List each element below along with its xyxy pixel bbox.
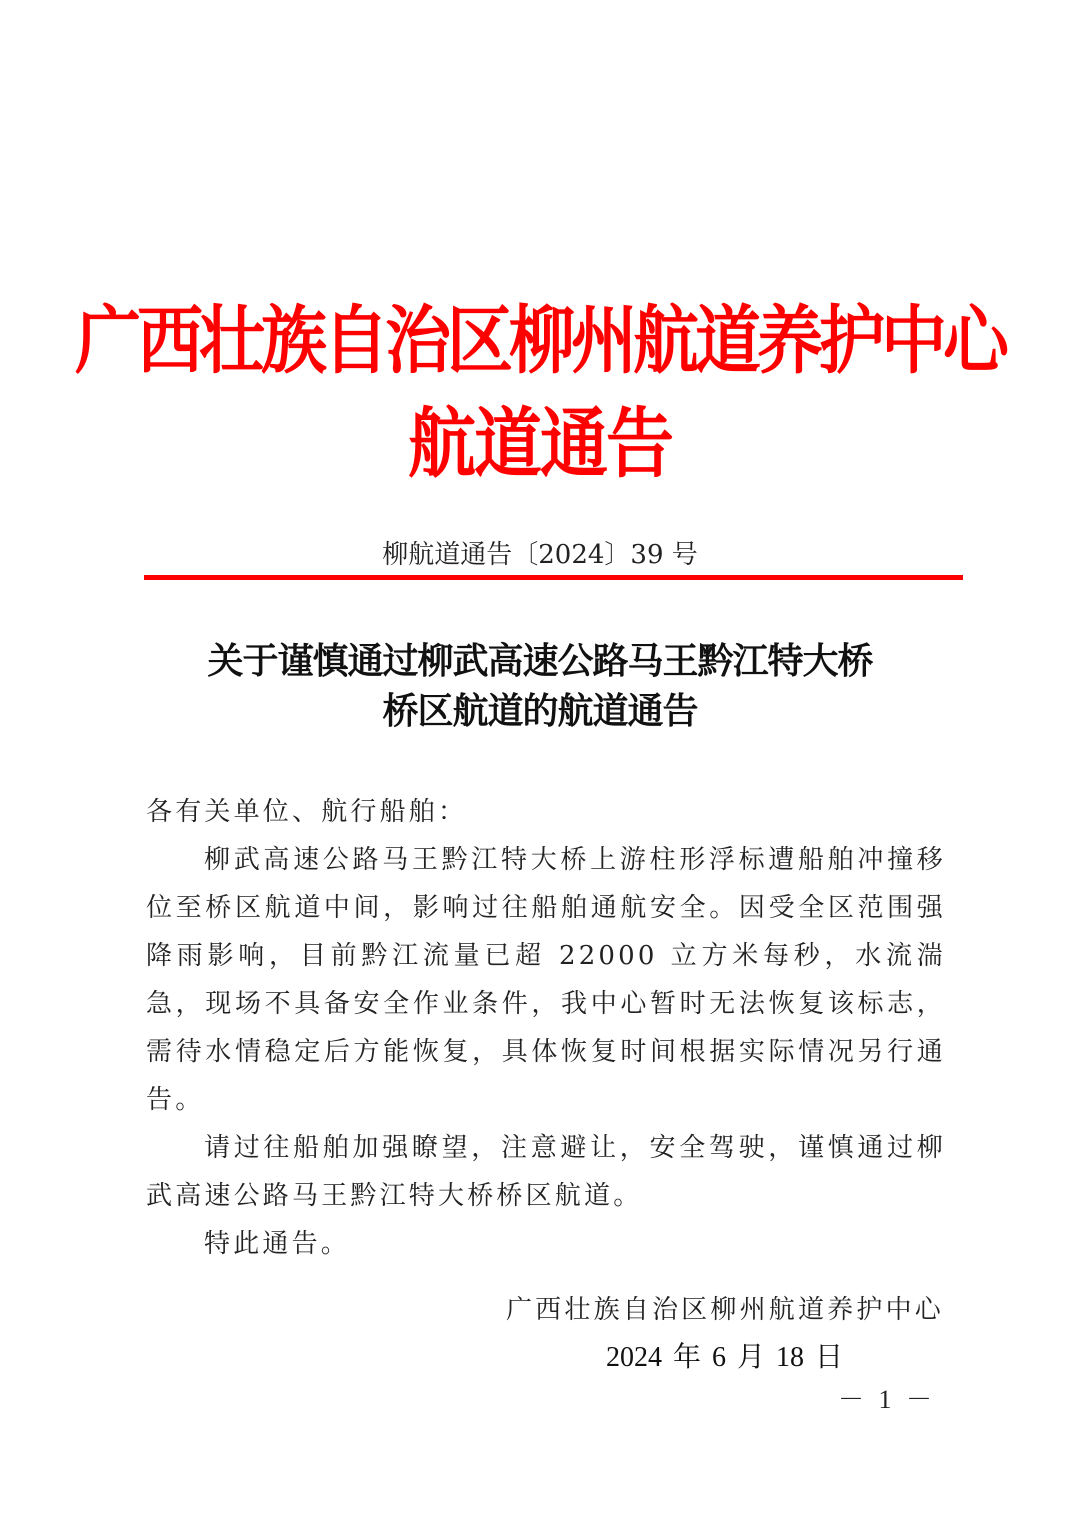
red-divider-rule	[144, 575, 963, 580]
document-type-title: 航道通告	[407, 399, 672, 489]
notice-body	[146, 788, 946, 1268]
notice-subject	[0, 636, 1080, 736]
issue-date: 2024 年 6 月 18 日	[606, 1342, 844, 1373]
organization-title: 广西壮族自治区柳州航道养护中心	[75, 296, 1005, 384]
subject-line-1: 关于谨慎通过柳武高速公路马王黔江特大桥	[207, 640, 873, 682]
body-paragraph-1: 柳武高速公路马王黔江特大桥上游柱形浮标遭船舶冲撞移位至桥区航道中间，影响过往船舶通航安全。因受全区范围强降雨影响，目前黔江流量已超 22000 立方米每秒，水流湍急，现场不具备安全作业条件，我中心暂时无法恢复该标志，需待水情稳定后方能恢复，具体恢复时间根据实际情况另行通告。	[146, 845, 946, 1115]
document-number: 柳航道通告〔2024〕39 号	[382, 540, 698, 570]
signatory: 广西壮族自治区柳州航道养护中心	[505, 1295, 944, 1325]
page-number: － 1 －	[838, 1385, 933, 1414]
body-paragraph-2: 请过往船舶加强瞭望，注意避让，安全驾驶，谨慎通过柳武高速公路马王黔江特大桥桥区航道。	[146, 1133, 946, 1211]
salutation: 各有关单位、航行船舶：	[146, 797, 468, 827]
body-paragraph-3: 特此通告。	[204, 1229, 351, 1259]
subject-line-2: 桥区航道的航道通告	[382, 690, 698, 732]
